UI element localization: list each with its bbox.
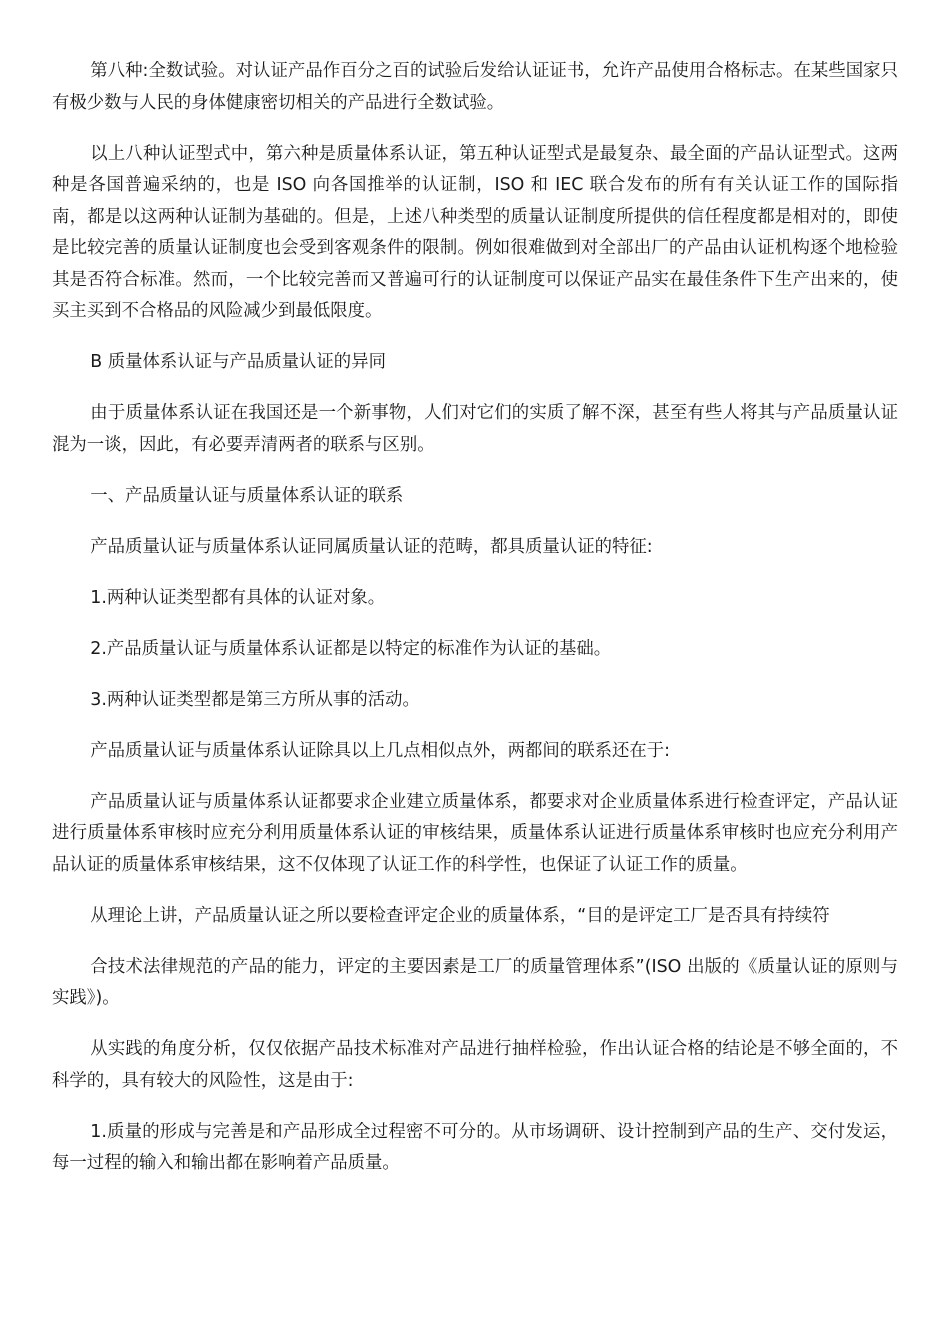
- list-item-3: 3.两种认证类型都是第三方所从事的活动。: [90, 689, 420, 710]
- paragraph-theory: 从理论上讲，产品质量认证之所以要检查评定企业的质量体系，“目的是评定工厂是否具有持续符: [90, 905, 830, 926]
- list-item-1: 1.两种认证类型都有具体的认证对象。: [90, 587, 386, 608]
- paragraph-practice: 从实践的角度分析，仅仅依据产品技术标准对产品进行抽样检验，作出认证合格的结论是不够全面的，不科学的，具有较大的风险性，这是由于:: [52, 1039, 898, 1091]
- document-page: [52, 56, 898, 1199]
- paragraph-eight-types-summary: 以上八种认证型式中，第六种是质量体系认证，第五种认证型式是最复杂、最全面的产品认证型式。这两种是各国普遍采纳的，也是 ISO 向各国推举的认证制，ISO 和 IEC 联合发布的所有有关认证工作的国际指南，都是以这两种认证制为基础的。但是，上述八种类型的质量认证制度所提供的信任程度都是相对的，即使是比较完善的质量认证制度也会受到客观条件的限制。例如很难做到对全部出厂的产品由认证机构逐个地检验其是否符合标准。然而，一个比较完善而又普遍可行的认证制度可以保证产品实在最佳条件下生产出来的，使买主买到不合格品的风险减少到最低限度。: [52, 143, 898, 321]
- paragraph-common-features: 产品质量认证与质量体系认证同属质量认证的范畴，都具质量认证的特征:: [90, 536, 653, 557]
- list-item-2: 2.产品质量认证与质量体系认证都是以特定的标准作为认证的基础。: [90, 638, 612, 659]
- paragraph-intro-difference: 由于质量体系认证在我国还是一个新事物，人们对它们的实质了解不深，甚至有些人将其与产品质量认证混为一谈，因此，有必要弄清两者的联系与区别。: [52, 403, 898, 455]
- subheading-connection: 一、产品质量认证与质量体系认证的联系: [90, 485, 404, 506]
- paragraph-further-connection: 产品质量认证与质量体系认证除具以上几点相似点外，两都间的联系还在于:: [90, 740, 671, 761]
- paragraph-theory-continued: 合技术法律规范的产品的能力，评定的主要因素是工厂的质量管理体系”(ISO 出版的《质量认证的原则与实践》)。: [52, 956, 898, 1008]
- paragraph-method-eight: 第八种:全数试验。对认证产品作百分之百的试验后发给认证证书，允许产品使用合格标志。在某些国家只有极少数与人民的身体健康密切相关的产品进行全数试验。: [52, 61, 898, 113]
- list-item-practice-1: 1.质量的形成与完善是和产品形成全过程密不可分的。从市场调研、设计控制到产品的生产、交付发运，每一过程的输入和输出都在影响着产品质量。: [52, 1121, 898, 1173]
- paragraph-quality-system-requirement: 产品质量认证与质量体系认证都要求企业建立质量体系，都要求对企业质量体系进行检查评定，产品认证进行质量体系审核时应充分利用质量体系认证的审核结果，质量体系认证进行质量体系审核时也应充分利用产品认证的质量体系审核结果，这不仅体现了认证工作的科学性，也保证了认证工作的质量。: [52, 791, 898, 875]
- section-heading-b: B 质量体系认证与产品质量认证的异同: [90, 352, 386, 372]
